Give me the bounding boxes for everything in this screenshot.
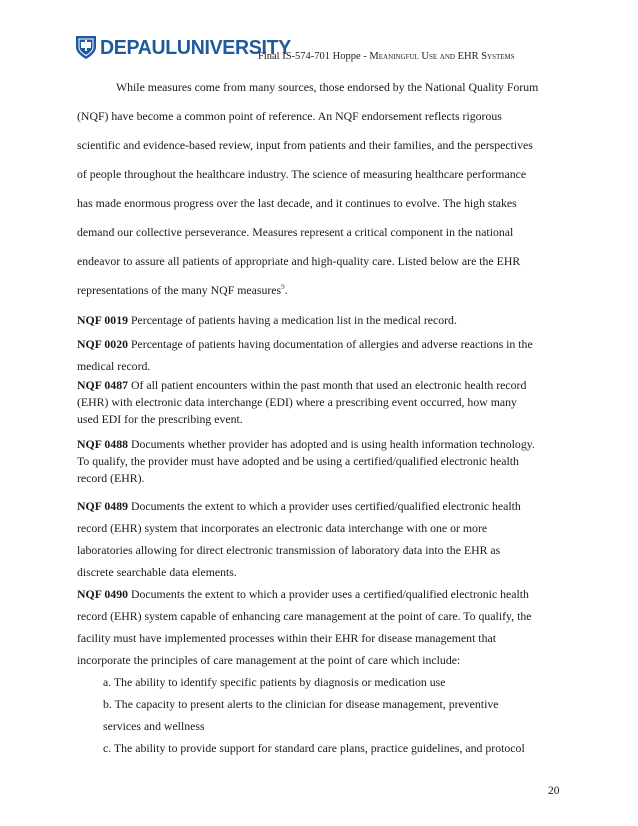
measure-line bbox=[77, 583, 567, 605]
shield-icon bbox=[74, 34, 98, 60]
running-title-prefix: Final IS-574-701 Hoppe - bbox=[258, 51, 367, 62]
measure-line: discrete searchable data elements. bbox=[77, 565, 237, 579]
measure-0489 bbox=[77, 495, 567, 583]
measure-line: used EDI for the prescribing event. bbox=[77, 412, 243, 426]
list-item: services and wellness bbox=[103, 719, 205, 733]
measure-text: Documents the extent to which a provider uses certified/qualified electronic health bbox=[128, 499, 521, 513]
measure-line bbox=[77, 333, 567, 355]
measure-id: NQF 0488 bbox=[77, 437, 129, 451]
measure-id: NQF 0487 bbox=[77, 378, 129, 392]
paragraph-last-line-end: . bbox=[284, 283, 288, 297]
measure-line: facility must have implemented processes within their EHR for disease management that bbox=[77, 631, 496, 645]
measure-line: medical record. bbox=[77, 359, 151, 373]
measure-line: record (EHR) system that incorporates an electronic data interchange with one or more bbox=[77, 521, 488, 535]
intro-paragraph bbox=[77, 73, 567, 305]
measure-0487 bbox=[77, 377, 567, 428]
paragraph-line: (NQF) have become a common point of reference. An NQF endorsement reflects rigorous bbox=[77, 109, 502, 123]
footnote-ref[interactable]: 9 bbox=[281, 283, 285, 291]
measure-id: NQF 0019 bbox=[77, 313, 129, 327]
paragraph-last-line-text: representations of the many NQF measures bbox=[77, 283, 282, 297]
document-body bbox=[77, 73, 567, 759]
measure-0488 bbox=[77, 436, 567, 487]
paragraph-line: While measures come from many sources, those endorsed by the National Quality Forum bbox=[116, 80, 539, 94]
measure-line bbox=[77, 377, 567, 394]
measure-line bbox=[77, 495, 567, 517]
running-header bbox=[258, 51, 515, 62]
logo-wordmark: DEPAULUNIVERSITY bbox=[100, 36, 291, 60]
measure-id: NQF 0020 bbox=[77, 337, 129, 351]
measure-text: Of all patient encounters within the past month that used an electronic health record bbox=[128, 378, 527, 392]
measure-line bbox=[77, 309, 567, 331]
measure-line: incorporate the principles of care management at the point of care which include: bbox=[77, 653, 461, 667]
measure-text: Percentage of patients having documentation of allergies and adverse reactions in the bbox=[128, 337, 533, 351]
measure-0019 bbox=[77, 309, 567, 331]
measure-line: record (EHR) system capable of enhancing care management at the point of care. To qualify, the bbox=[77, 609, 532, 623]
measure-id: NQF 0489 bbox=[77, 499, 129, 513]
paragraph-line: endeavor to assure all patients of appropriate and high-quality care. Listed below are the EHR bbox=[77, 254, 521, 268]
measure-line: To qualify, the provider must have adopted and be using a certified/qualified electronic health bbox=[77, 454, 519, 468]
paragraph-line bbox=[77, 276, 567, 305]
depaul-logo bbox=[74, 34, 291, 60]
measure-id: NQF 0490 bbox=[77, 587, 129, 601]
list-item: b. The capacity to present alerts to the clinician for disease management, preventive bbox=[103, 697, 499, 711]
paragraph-line: scientific and evidence-based review, input from patients and their families, and the perspectives bbox=[77, 138, 533, 152]
measure-line: laboratories allowing for direct electronic transmission of laboratory data into the EHR as bbox=[77, 543, 501, 557]
measure-0020 bbox=[77, 333, 567, 377]
paragraph-line: demand our collective perseverance. Measures represent a critical component in the national bbox=[77, 225, 514, 239]
paragraph-line: has made enormous progress over the last decade, and it continues to evolve. The high stakes bbox=[77, 196, 517, 210]
measure-text: Documents the extent to which a provider uses a certified/qualified electronic health bbox=[128, 587, 529, 601]
list-item: a. The ability to identify specific patients by diagnosis or medication use bbox=[103, 675, 446, 689]
measure-line: (EHR) with electronic data interchange (EDI) where a prescribing event occurred, how many bbox=[77, 395, 517, 409]
measure-line bbox=[77, 436, 567, 453]
measure-line: record (EHR). bbox=[77, 471, 145, 485]
paragraph-line: of people throughout the healthcare industry. The science of measuring healthcare performance bbox=[77, 167, 527, 181]
measure-text: Percentage of patients having a medication list in the medical record. bbox=[128, 313, 457, 327]
measure-text: Documents whether provider has adopted and is using health information technology. bbox=[128, 437, 535, 451]
running-title-smallcaps: Meaningful Use and EHR Systems bbox=[369, 51, 515, 62]
list-item: c. The ability to provide support for standard care plans, practice guidelines, and protocol bbox=[103, 741, 525, 755]
page-number: 20 bbox=[548, 785, 560, 797]
measure-0490 bbox=[77, 583, 567, 759]
